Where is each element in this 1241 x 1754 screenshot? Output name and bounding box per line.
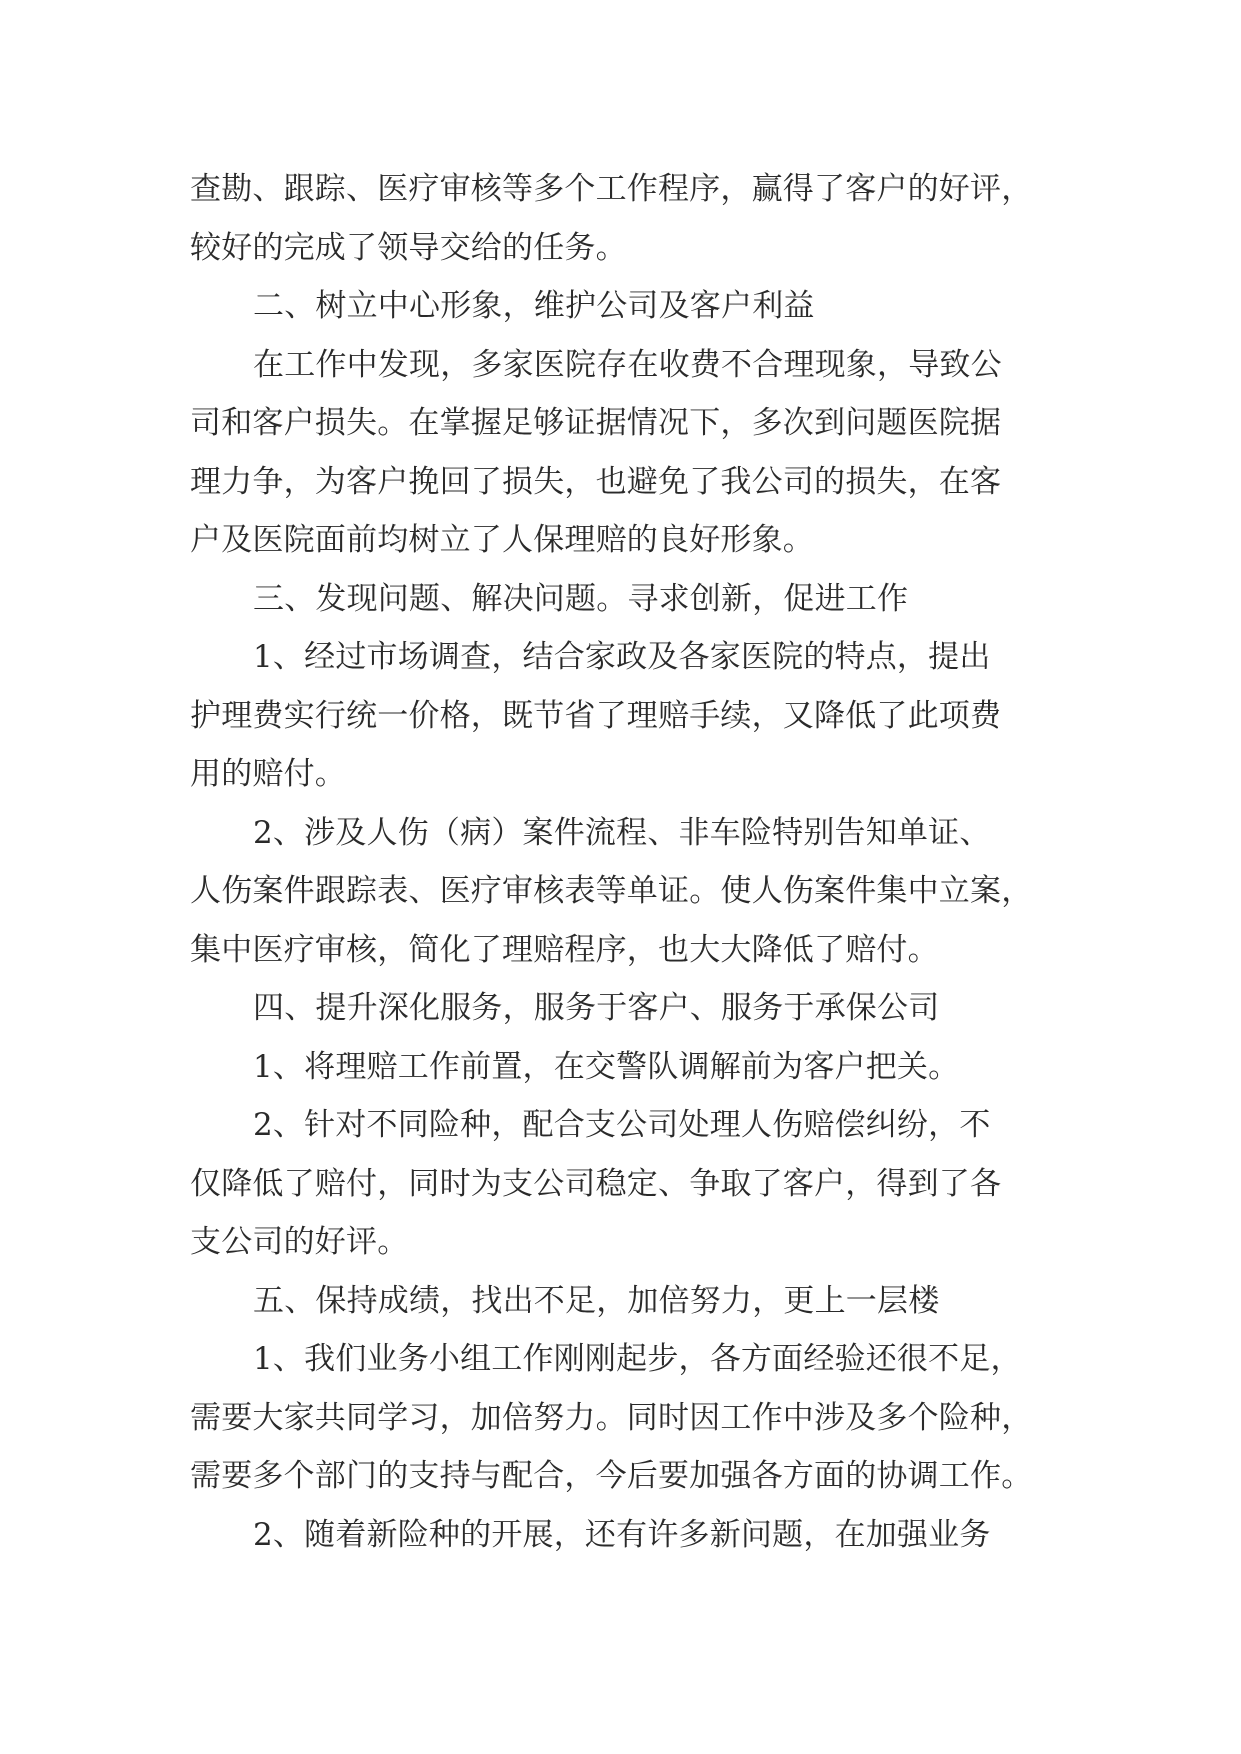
section-heading: 四、提升深化服务，服务于客户、服务于承保公司 [253, 990, 940, 1026]
section-heading: 三、发现问题、解决问题。寻求创新，促进工作 [253, 580, 909, 617]
body-line: 仅降低了赔付，同时为支公司稳定、争取了客户，得到了各 [190, 1165, 1002, 1202]
body-line: 2、涉及人伤（病）案件流程、非车险特别告知单证、 [253, 814, 991, 851]
section-heading: 五、保持成绩，找出不足，加倍努力，更上一层楼 [253, 1282, 940, 1319]
body-line: 集中医疗审核，简化了理赔程序，也大大降低了赔付。 [190, 931, 939, 968]
body-line: 户及医院面前均树立了人保理赔的良好形象。 [190, 522, 814, 558]
body-line: 1、我们业务小组工作刚刚起步，各方面经验还很不足， [253, 1341, 1022, 1377]
body-line: 需要大家共同学习，加倍努力。同时因工作中涉及多个险种， [190, 1399, 1033, 1436]
body-line: 需要多个部门的支持与配合，今后要加强各方面的协调工作。 [190, 1458, 1033, 1494]
body-line: 较好的完成了领导交给的任务。 [190, 229, 627, 266]
body-line: 1、将理赔工作前置，在交警队调解前为客户把关。 [253, 1048, 960, 1085]
body-line: 在工作中发现，多家医院存在收费不合理现象，导致公 [253, 346, 1002, 383]
body-line: 2、随着新险种的开展，还有许多新问题，在加强业务 [253, 1516, 991, 1553]
body-line: 司和客户损失。在掌握足够证据情况下，多次到问题医院据 [190, 405, 1002, 441]
body-line: 2、针对不同险种，配合支公司处理人伤赔偿纠纷，不 [253, 1107, 991, 1143]
body-line: 理力争，为客户挽回了损失，也避免了我公司的损失，在客 [190, 463, 1002, 500]
body-line: 用的赔付。 [190, 756, 346, 792]
section-heading: 二、树立中心形象，维护公司及客户利益 [253, 288, 815, 324]
document-body [190, 160, 1050, 1564]
body-line: 1、经过市场调查，结合家政及各家医院的特点，提出 [253, 639, 991, 675]
body-line: 查勘、跟踪、医疗审核等多个工作程序，赢得了客户的好评， [190, 171, 1033, 207]
body-line: 人伤案件跟踪表、医疗审核表等单证。使人伤案件集中立案， [190, 873, 1033, 909]
body-line: 护理费实行统一价格，既节省了理赔手续，又降低了此项费 [190, 697, 1002, 734]
body-line: 支公司的好评。 [190, 1224, 409, 1260]
